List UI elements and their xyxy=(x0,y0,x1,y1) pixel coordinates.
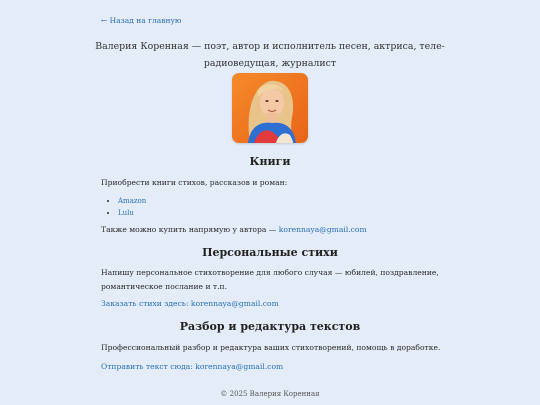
footer-copyright: © 2025 Валерия Коренная xyxy=(220,390,320,398)
poems-description: Напишу персональное стихотворение для любого случая — юбилей, поздравление, романтическое послание и т.п. xyxy=(101,268,439,291)
store-link-lulu[interactable]: • Lulu xyxy=(118,207,146,219)
poems-heading: Персональные стихи xyxy=(202,246,338,259)
send-text-link[interactable]: Отправить текст сюда: korennaya@gmail.com xyxy=(101,362,284,371)
editing-heading: Разбор и редактура текстов xyxy=(179,320,361,333)
books-intro: Приобрести книги стихов, рассказов и роман: xyxy=(101,178,288,187)
order-poems-link[interactable]: Заказать стихи здесь: korennaya@gmail.com xyxy=(101,299,279,308)
direct-purchase-text: Также можно купить напрямую у автора — korennaya@gmail.com xyxy=(101,225,367,234)
editing-description: Профессиональный разбор и редактура ваших стихотворений, помощь в доработке. xyxy=(101,343,441,352)
back-to-home-link[interactable]: ← Назад на главную xyxy=(101,16,182,25)
direct-email-link[interactable]: korennaya@gmail.com xyxy=(278,225,367,234)
bio-text: Валерия Коренная — поэт, автор и исполнитель песен, актриса, теле-радиоведущая, журналист xyxy=(95,41,445,69)
books-heading: Книги xyxy=(249,155,291,168)
portrait-photo-icon xyxy=(232,73,308,143)
avatar xyxy=(232,73,308,143)
stores-list xyxy=(107,195,146,219)
store-link-amazon[interactable]: • Amazon xyxy=(118,195,146,207)
